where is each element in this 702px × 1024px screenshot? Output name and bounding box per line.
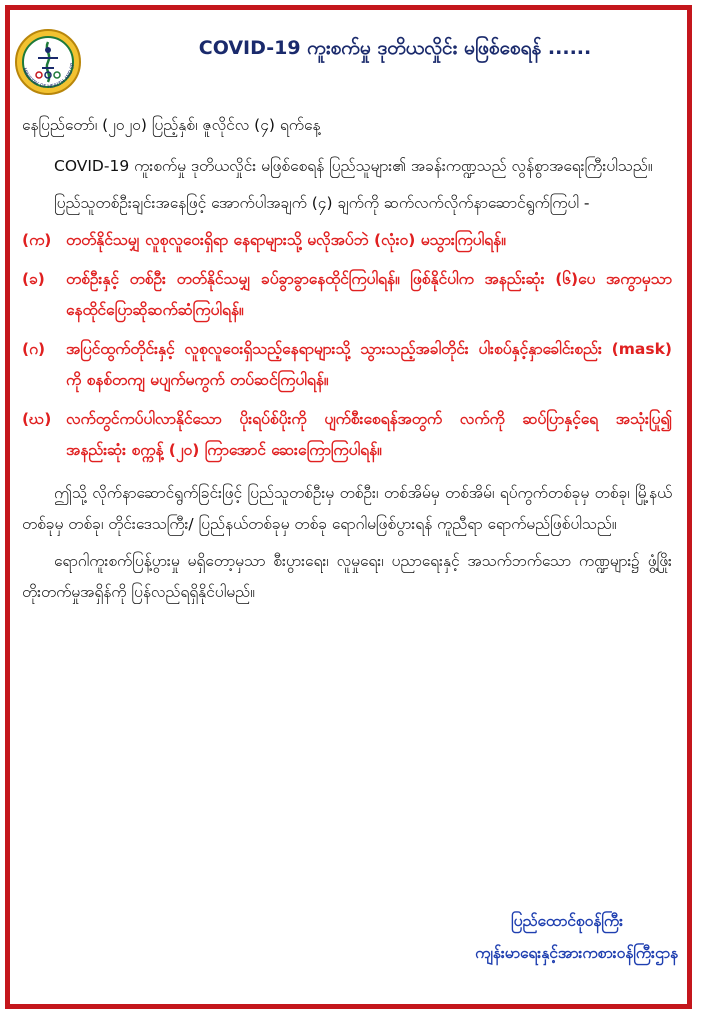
closing-paragraph: ရောဂါကူးစက်ပြန့်ပွားမှု မရှိတော့မှသာ စီးပွားရေး၊ လူမှုရေး၊ ပညာရေးနှင့် အသက်ဘက်သော ကဏ္ဍများ၌ ဖွံ့ဖြိုးတိုးတက်မှုအရှိန်ကို ပြန်လည်ရရှိနိုင်ပါမည်။ xyxy=(22,552,672,601)
signature-block xyxy=(475,905,678,969)
ministry-logo-icon xyxy=(14,28,82,96)
list-text: တတ်နိုင်သမျှ လူစုလူဝေးရှိရာ နေရာများသို့ မလိုအပ်ဘဲ (လုံးဝ) မသွားကြပါရန်။ xyxy=(66,231,506,249)
date-line: နေပြည်တော်၊ (၂၀၂၀) ပြည့်နှစ်၊ ဇူလိုင်လ (၄) ရက်နေ့ xyxy=(22,116,321,134)
intro-paragraph: COVID-19 ကူးစက်မှု ဒုတိယလှိုင်း မဖြစ်စေရန် ပြည်သူများ၏ အခန်းကဏ္ဍသည် လွန်စွာအရေးကြီးပါသည်။ xyxy=(54,157,653,175)
list-item xyxy=(22,404,672,466)
svg-text:MINISTRY OF HEALTH AND SPORTS: MINISTRY OF HEALTH AND SP xyxy=(20,62,76,91)
list-marker: (က) xyxy=(22,231,52,249)
page-title: COVID-19 ကူးစက်မှု ဒုတိယလှိုင်း မဖြစ်စေရန် ...... xyxy=(198,37,592,59)
outcome-paragraph: ဤသို့ လိုက်နာဆောင်ရွက်ခြင်းဖြင့် ပြည်သူတစ်ဦးမှ တစ်ဦး၊ တစ်အိမ်မှ တစ်အိမ်၊ ရပ်ကွက်တစ်ခုမှ တစ်ခု၊ မြို့နယ်တစ်ခုမှ တစ်ခု၊ တိုင်းဒေသကြီး/ ပြည်နယ်တစ်ခုမှ တစ်ခု ရောဂါမဖြစ်ပွားရန် ကူညီရာ ရောက်မည်ဖြစ်ပါသည်။ xyxy=(22,484,672,533)
signature-ministry: ကျန်းမာရေးနှင့်အားကစားဝန်ကြီးဌာန xyxy=(475,944,678,962)
list-marker: (ဂ) xyxy=(22,340,46,358)
notice-body xyxy=(22,110,672,614)
list-text: တစ်ဦးနှင့် တစ်ဦး တတ်နိုင်သမျှ ခပ်ခွာခွာနေထိုင်ကြပါရန်။ ဖြစ်နိုင်ပါက အနည်းဆုံး (၆)ပေ အကွာမှသာ နေထိုင်ပြောဆိုဆက်ဆံကြပါရန်။ xyxy=(66,270,672,319)
list-item xyxy=(22,264,672,326)
list-text: လက်တွင်ကပ်ပါလာနိုင်သော ပိုးရပ်စ်ပိုးကို ပျက်စီးစေရန်အတွက် လက်ကို ဆပ်ပြာနှင့်ရေ အသုံးပြု၍ အနည်းဆုံး စက္ကန့် (၂၀) ကြာအောင် ဆေးကြောကြပါရန်။ xyxy=(66,410,672,459)
signature-title: ပြည်ထောင်စုဝန်ကြီး xyxy=(511,912,623,930)
list-text: အပြင်ထွက်တိုင်းနှင့် လူစုလူဝေးရှိသည့်နေရာများသို့ သွားသည့်အခါတိုင်း ပါးစပ်နှင့်နှာခေါင်းစည်း (mask) ကို စနစ်တကျ မပျက်မကွက် တပ်ဆင်ကြပါရန်။ xyxy=(66,340,672,389)
list-item xyxy=(22,334,672,396)
list-marker: (ခ) xyxy=(22,270,45,288)
instruction-paragraph: ပြည်သူတစ်ဦးချင်းအနေဖြင့် အောက်ပါအချက် (၄) ချက်ကို ဆက်လက်လိုက်နာဆောင်ရွက်ကြပါ - xyxy=(54,194,590,212)
list-marker: (ဃ) xyxy=(22,410,52,428)
list-item xyxy=(22,225,672,256)
